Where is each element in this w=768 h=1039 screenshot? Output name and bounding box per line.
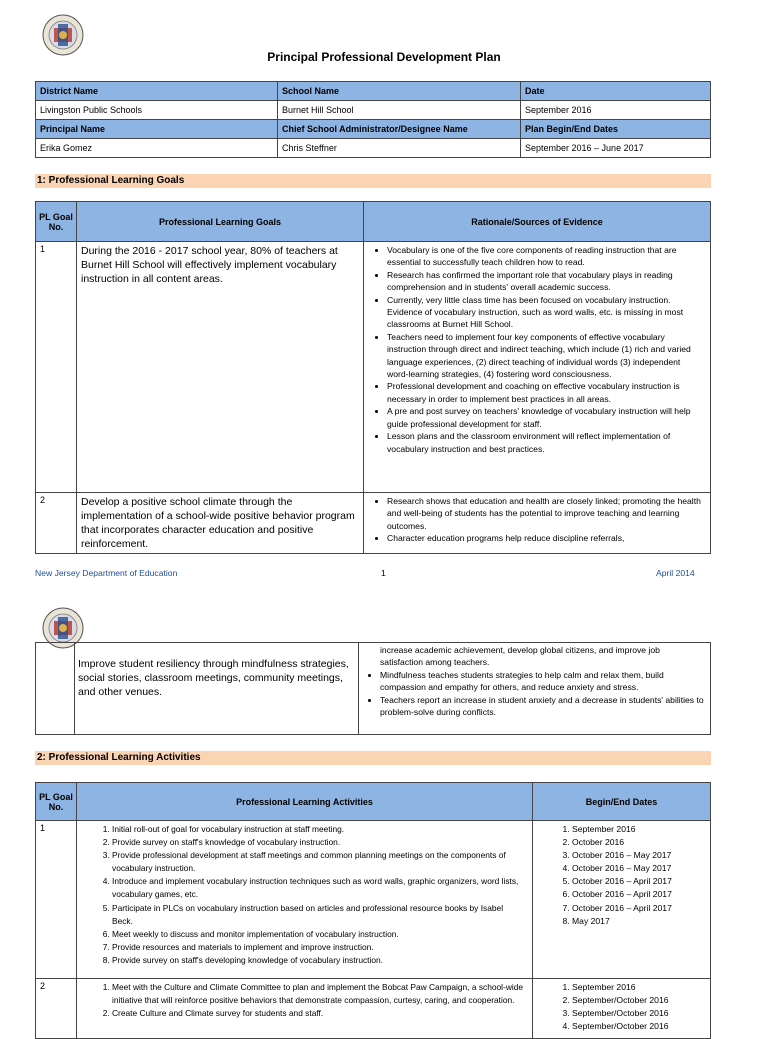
learning-activities-table [35, 782, 711, 1039]
activity-item: 6. Meet weekly to discuss and monitor implementation of vocabulary instruction. [112, 928, 525, 941]
school-name-header: School Name [278, 82, 521, 101]
goal-1-rationale-list [365, 243, 709, 455]
plan-dates-value: September 2016 – June 2017 [521, 139, 711, 158]
date-item: 1. September 2016 [572, 823, 705, 836]
rationale-bullet: • Research shows that education and health are closely linked; promoting the health and well-being of students has the potential to improve teaching and learning outcomes. [387, 495, 703, 532]
continued-goal-text: Improve student resiliency through mindfulness strategies, social stories, classroom meetings, community meetings, and other venues. [78, 658, 349, 698]
continued-rationale-text: increase academic achievement, develop global citizens, and improve job satisfaction among teachers. [380, 645, 660, 668]
activity-2-dates-cell [533, 979, 711, 1039]
activities-header: Professional Learning Activities [77, 783, 533, 821]
date-item: 7. October 2016 – April 2017 [572, 902, 705, 915]
activity-item: 1. Meet with the Culture and Climate Committee to plan and implement the Bobcat Paw Campaign, a school-wide initiative that will reinforce positive behaviors that demonstrate compassion, curtesy, caring, and cooperation. [112, 981, 525, 1007]
goal-1-rationale [364, 242, 711, 493]
district-name-value: Livingston Public Schools [36, 101, 278, 120]
goals-header: Professional Learning Goals [77, 202, 364, 242]
goal-1-number: 1 [36, 242, 77, 493]
district-name-header: District Name [36, 82, 278, 101]
date-item: 2. September/October 2016 [572, 994, 705, 1007]
date-header: Date [521, 82, 711, 101]
rationale-bullet: • Professional development and coaching on effective vocabulary instruction is necessary in order to implement best practices in all areas. [387, 380, 703, 405]
activity-2-list-cell [77, 979, 533, 1039]
rationale-bullet: • Character education programs help reduce discipline referrals, [387, 532, 703, 544]
rationale-header: Rationale/Sources of Evidence [364, 202, 711, 242]
school-name-value: Burnet Hill School [278, 101, 521, 120]
activity-item: 5. Participate in PLCs on vocabulary instruction based on articles and professional resource books by Isabel Beck. [112, 902, 525, 928]
section2-heading: 2: Professional Learning Activities [35, 751, 711, 765]
activity-1-dates-cell [533, 821, 711, 979]
dates-header: Begin/End Dates [533, 783, 711, 821]
rationale-bullet: • Vocabulary is one of the five core components of reading instruction that are essential to successfully teach children how to read. [387, 244, 703, 269]
activity-item: 2. Provide survey on staff's knowledge of vocabulary instruction. [112, 836, 525, 849]
activity-1-list-cell [77, 821, 533, 979]
activity-2-number: 2 [36, 979, 77, 1039]
goal-2-rationale [364, 493, 711, 554]
continued-rationale-cell [358, 643, 710, 734]
rationale-bullet: • A pre and post survey on teachers' knowledge of vocabulary instruction will help guide professional development for staff. [387, 405, 703, 430]
footer-date: April 2014 [656, 568, 695, 578]
date-item: 3. September/October 2016 [572, 1007, 705, 1020]
footer-department: New Jersey Department of Education [35, 568, 178, 578]
activity-2-dates [534, 980, 709, 1033]
section1-heading: 1: Professional Learning Goals [35, 174, 711, 188]
csa-value: Chris Steffner [278, 139, 521, 158]
date-item: 8. May 2017 [572, 915, 705, 928]
continued-number-cell [36, 643, 75, 734]
learning-goals-table [35, 201, 711, 554]
activity-goal-number-header: PL Goal No. [36, 783, 77, 821]
continued-goal-cell [74, 643, 359, 734]
date-item: 5. October 2016 – April 2017 [572, 875, 705, 888]
date-item: 1. September 2016 [572, 981, 705, 994]
activity-1-list [78, 822, 531, 967]
activity-item: 7. Provide resources and materials to implement and improve instruction. [112, 941, 525, 954]
date-item: 3. October 2016 – May 2017 [572, 849, 705, 862]
date-value: September 2016 [521, 101, 711, 120]
activity-2-list [78, 980, 531, 1020]
rationale-bullet: • Research has confirmed the important role that vocabulary plays in reading comprehension and in students' overall academic success. [387, 269, 703, 294]
goal-number-header: PL Goal No. [36, 202, 77, 242]
activity-1-number: 1 [36, 821, 77, 979]
plan-dates-header: Plan Begin/End Dates [521, 120, 711, 139]
date-item: 4. October 2016 – May 2017 [572, 862, 705, 875]
continued-rationale-list [358, 669, 710, 719]
rationale-bullet: • Lesson plans and the classroom environment will reflect implementation of vocabulary instruction and best practices. [387, 430, 703, 455]
plan-info-table [35, 81, 711, 158]
goals-table-continued [35, 642, 711, 735]
date-item: 6. October 2016 – April 2017 [572, 888, 705, 901]
activity-item: 4. Introduce and implement vocabulary instruction techniques such as word walls, graphic organizers, word lists, vocabulary games, etc. [112, 875, 525, 901]
goal-1-text: During the 2016 - 2017 school year, 80% of teachers at Burnet Hill School will effectively implement vocabulary instruction in all content areas. [77, 242, 364, 493]
activity-item: 3. Provide professional development at staff meetings and common planning meetings on the components of vocabulary instruction. [112, 849, 525, 875]
principal-name-header: Principal Name [36, 120, 278, 139]
activity-item: 2. Create Culture and Climate survey for students and staff. [112, 1007, 525, 1020]
date-item: 2. October 2016 [572, 836, 705, 849]
activity-item: 8. Provide survey on staff's developing knowledge of vocabulary instruction. [112, 954, 525, 967]
activity-1-dates [534, 822, 709, 928]
goal-2-rationale-list [365, 494, 709, 545]
activity-item: 1. Initial roll-out of goal for vocabulary instruction at staff meeting. [112, 823, 525, 836]
date-item: 4. September/October 2016 [572, 1020, 705, 1033]
rationale-bullet: • Mindfulness teaches students strategies to help calm and relax them, build compassion and empathy for others, and reduce anxiety and stress. [380, 669, 704, 694]
rationale-bullet: • Currently, very little class time has been focused on vocabulary instruction. Evidence of vocabulary instruction, such as word walls, etc. is missing in most classrooms at Burnet Hill School. [387, 294, 703, 331]
goal-2-number: 2 [36, 493, 77, 554]
rationale-bullet: • Teachers need to implement four key components of effective vocabulary instruction through direct and indirect teaching, which include (1) rich and varied language experiences, (2) direct teaching of individual words (3) independent word-learning strategies, (4) fostering word consciousness. [387, 331, 703, 381]
rationale-bullet: • Teachers report an increase in student anxiety and a decrease in students' abilities to problem-solve during conflicts. [380, 694, 704, 719]
footer-page-number: 1 [381, 568, 386, 578]
goal-2-text: Develop a positive school climate through the implementation of a school-wide positive behavior program that incorporates character education and positive reinforcement. [77, 493, 364, 554]
principal-name-value: Erika Gomez [36, 139, 278, 158]
csa-header: Chief School Administrator/Designee Name [278, 120, 521, 139]
document-title: Principal Professional Development Plan [267, 50, 501, 64]
